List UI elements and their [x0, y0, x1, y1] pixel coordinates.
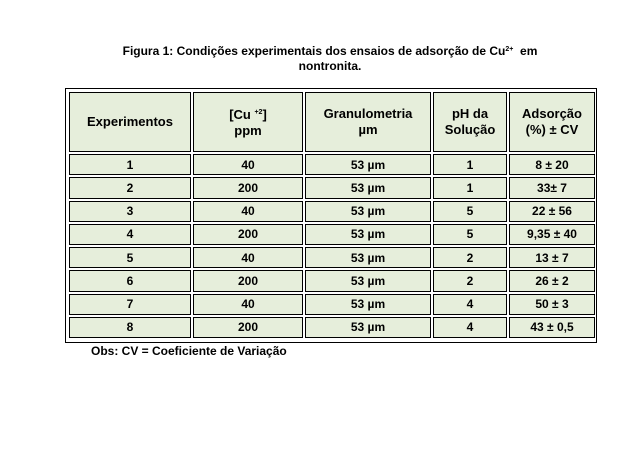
header-experimentos-label: Experimentos: [87, 114, 173, 129]
cell-ph: 2: [433, 247, 507, 268]
cell-granulometria: 53 µm: [305, 247, 431, 268]
cell-cu: 40: [193, 247, 303, 268]
caption-text-end: em: [513, 44, 538, 58]
header-experimentos: [69, 92, 191, 152]
cell-granulometria: 53 µm: [305, 224, 431, 245]
cell-adsorcao: 9,35 ± 40: [509, 224, 595, 245]
table-row: [69, 224, 595, 245]
table-header-row: [69, 92, 595, 152]
caption-superscript: 2+: [505, 46, 514, 53]
cell-experimento: 5: [69, 247, 191, 268]
header-cu-line-2: ppm: [234, 123, 262, 138]
caption-text: Figura 1: Condições experimentais dos ensaios de adsorção de Cu: [122, 44, 506, 58]
table-row: [69, 317, 595, 338]
table-row: [69, 177, 595, 198]
cell-adsorcao: 26 ± 2: [509, 270, 595, 291]
cell-experimento: 7: [69, 294, 191, 315]
cell-granulometria: 53 µm: [305, 317, 431, 338]
header-ph-line-1: pH da: [451, 106, 489, 121]
header-ph-line-2: Solução: [444, 122, 496, 137]
figure-caption: [90, 44, 570, 74]
cell-ph: 1: [433, 154, 507, 175]
cell-cu: 200: [193, 270, 303, 291]
cell-experimento: 6: [69, 270, 191, 291]
cell-ph: 2: [433, 270, 507, 291]
cell-experimento: 2: [69, 177, 191, 198]
header-granulometria-line-1: Granulometria: [323, 106, 413, 121]
cell-experimento: 3: [69, 201, 191, 222]
cell-ph: 4: [433, 317, 507, 338]
caption-line-2: nontronita.: [298, 59, 362, 73]
cell-cu: 40: [193, 294, 303, 315]
table-body: [69, 92, 595, 338]
header-adsorcao-line-1: Adsorção: [522, 106, 582, 121]
cell-cu: 200: [193, 177, 303, 198]
header-cu-line-1: [194, 105, 302, 123]
table-row: [69, 154, 595, 175]
caption-line-1: [90, 44, 570, 59]
header-adsorcao: [509, 92, 595, 152]
cell-cu: 200: [193, 317, 303, 338]
conditions-table: [67, 90, 597, 340]
cell-adsorcao: 8 ± 20: [509, 154, 595, 175]
header-cu-concentration: [193, 92, 303, 152]
cell-cu: 40: [193, 201, 303, 222]
conditions-table-frame: [65, 88, 597, 343]
cell-experimento: 1: [69, 154, 191, 175]
cell-ph: 5: [433, 201, 507, 222]
cell-granulometria: 53 µm: [305, 294, 431, 315]
header-adsorcao-line-2: (%) ± CV: [525, 122, 579, 137]
header-cu-suffix: ]: [262, 107, 267, 122]
header-granulometria: [305, 92, 431, 152]
cell-adsorcao: 50 ± 3: [509, 294, 595, 315]
cell-granulometria: 53 µm: [305, 177, 431, 198]
cell-ph: 4: [433, 294, 507, 315]
header-granulometria-line-2: µm: [358, 122, 378, 137]
cell-granulometria: 53 µm: [305, 270, 431, 291]
table-row: [69, 247, 595, 268]
cell-adsorcao: 13 ± 7: [509, 247, 595, 268]
cell-adsorcao: 22 ± 56: [509, 201, 595, 222]
cell-adsorcao: 43 ± 0,5: [509, 317, 595, 338]
header-cu-superscript: +2: [254, 109, 263, 116]
cell-experimento: 4: [69, 224, 191, 245]
cell-cu: 40: [193, 154, 303, 175]
cell-adsorcao: 33± 7: [509, 177, 595, 198]
table-row: [69, 294, 595, 315]
cell-experimento: 8: [69, 317, 191, 338]
header-cu-prefix: [Cu: [229, 107, 255, 122]
cell-ph: 1: [433, 177, 507, 198]
header-ph: [433, 92, 507, 152]
table-note: Obs: CV = Coeficiente de Variação: [91, 344, 287, 358]
table-row: [69, 201, 595, 222]
cell-ph: 5: [433, 224, 507, 245]
cell-granulometria: 53 µm: [305, 154, 431, 175]
table-row: [69, 270, 595, 291]
cell-granulometria: 53 µm: [305, 201, 431, 222]
cell-cu: 200: [193, 224, 303, 245]
